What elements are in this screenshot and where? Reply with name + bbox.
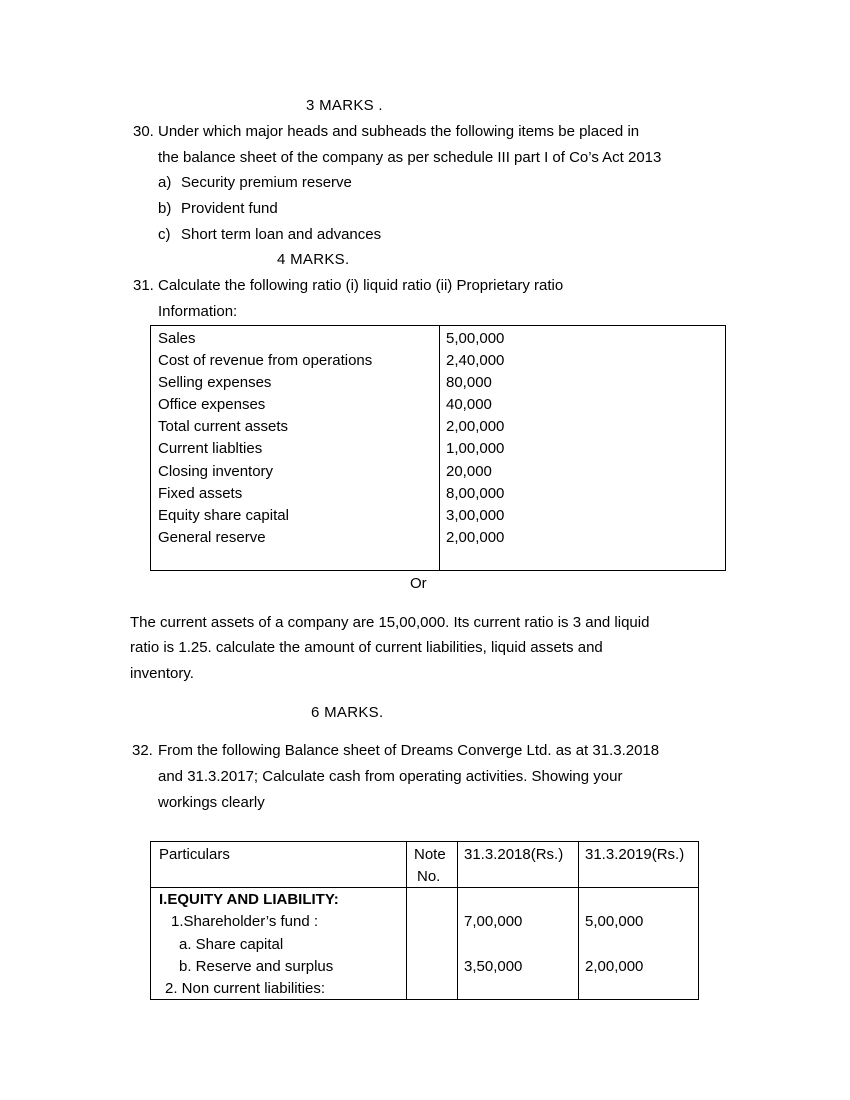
column-divider [406, 842, 407, 999]
q30-item-text-c: Short term loan and advances [181, 226, 382, 243]
section-heading-4-marks: 4 MARKS. [277, 251, 350, 268]
q31-alt-line-3: inventory. [130, 665, 194, 682]
row-value: 8,00,000 [446, 485, 505, 502]
header-note-line-2: No. [417, 868, 441, 885]
row-value: 80,000 [446, 374, 492, 391]
row-shareholders-fund: 1.Shareholder’s fund : [171, 913, 319, 930]
table-row [151, 328, 725, 350]
row-label: Total current assets [158, 418, 289, 435]
q30-item-label-a: a) [158, 174, 172, 191]
row-label: Sales [158, 330, 196, 347]
table-row [151, 416, 725, 438]
row-share-capital: a. Share capital [179, 936, 284, 953]
row-label: Equity share capital [158, 507, 289, 524]
q30-line-2: the balance sheet of the company as per schedule III part I of Co’s Act 2013 [158, 149, 662, 166]
q31-line-1: Calculate the following ratio (i) liquid ratio (ii) Proprietary ratio [158, 277, 564, 294]
q30-item-text-a: Security premium reserve [181, 174, 352, 191]
header-year-2019: 31.3.2019(Rs.) [585, 846, 685, 863]
column-divider [578, 842, 579, 999]
ratio-information-table [150, 325, 726, 571]
row-label: Cost of revenue from operations [158, 352, 373, 369]
row-value: 2,00,000 [446, 418, 505, 435]
header-note-line-1: Note [414, 846, 446, 863]
row-label: Office expenses [158, 396, 266, 413]
row-value: 20,000 [446, 463, 492, 480]
row-reserve-and-surplus: b. Reserve and surplus [179, 958, 334, 975]
table-row [151, 438, 725, 460]
row-value: 2,00,000 [446, 529, 505, 546]
q31-alt-line-2: ratio is 1.25. calculate the amount of current liabilities, liquid assets and [130, 639, 603, 656]
row-equity-and-liability: I.EQUITY AND LIABILITY: [159, 891, 339, 908]
row-reserve-and-surplus-2018: 3,50,000 [464, 958, 523, 975]
row-shareholders-fund-2019: 5,00,000 [585, 913, 644, 930]
q30-item-label-c: c) [158, 226, 171, 243]
question-number-31: 31. [133, 277, 154, 294]
question-number-32: 32. [132, 742, 153, 759]
table-row [151, 350, 725, 372]
section-heading-6-marks: 6 MARKS. [311, 704, 384, 721]
row-label: Selling expenses [158, 374, 272, 391]
q32-line-2: and 31.3.2017; Calculate cash from operating activities. Showing your [158, 768, 623, 785]
header-particulars: Particulars [159, 846, 230, 863]
table-row [151, 483, 725, 505]
row-label: Fixed assets [158, 485, 243, 502]
row-label: General reserve [158, 529, 266, 546]
row-non-current-liabilities: 2. Non current liabilities: [165, 980, 326, 997]
table-row [151, 505, 725, 527]
table-row [151, 394, 725, 416]
balance-sheet-table [150, 841, 699, 1000]
table-row [151, 372, 725, 394]
row-value: 2,40,000 [446, 352, 505, 369]
table-row [151, 461, 725, 483]
section-heading-3-marks: 3 MARKS . [306, 97, 383, 114]
q31-info-label: Information: [158, 303, 238, 320]
table-row [151, 527, 725, 549]
row-label: Closing inventory [158, 463, 274, 480]
q31-alt-line-1: The current assets of a company are 15,00,000. Its current ratio is 3 and liquid [130, 614, 650, 631]
header-year-2018: 31.3.2018(Rs.) [464, 846, 564, 863]
q32-line-3: workings clearly [158, 794, 265, 811]
row-value: 1,00,000 [446, 440, 505, 457]
q30-item-label-b: b) [158, 200, 172, 217]
row-value: 5,00,000 [446, 330, 505, 347]
row-shareholders-fund-2018: 7,00,000 [464, 913, 523, 930]
or-separator: Or [410, 575, 427, 592]
q32-line-1: From the following Balance sheet of Dreams Converge Ltd. as at 31.3.2018 [158, 742, 660, 759]
question-number-30: 30. [133, 123, 154, 140]
row-value: 40,000 [446, 396, 492, 413]
row-value: 3,00,000 [446, 507, 505, 524]
row-label: Current liablties [158, 440, 263, 457]
column-divider [457, 842, 458, 999]
row-reserve-and-surplus-2019: 2,00,000 [585, 958, 644, 975]
q30-line-1: Under which major heads and subheads the following items be placed in [158, 123, 640, 140]
q30-item-text-b: Provident fund [181, 200, 278, 217]
